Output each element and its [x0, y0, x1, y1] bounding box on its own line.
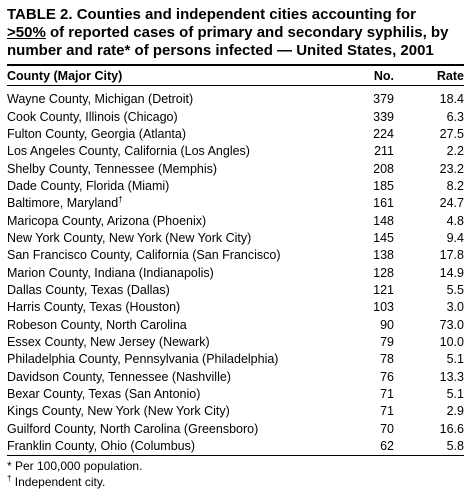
county-name: Kings County, New York (New York City)	[7, 404, 230, 419]
table-row	[7, 316, 464, 333]
county-name: Baltimore, Maryland	[7, 196, 119, 211]
rate-cell: 5.8	[446, 439, 464, 454]
rate-cell: 3.0	[446, 300, 464, 315]
county-name: Philadelphia County, Pennsylvania (Philadelphia)	[7, 352, 279, 367]
dagger-mark: †	[7, 474, 12, 484]
count-cell: 211	[374, 144, 394, 159]
county-cell	[7, 316, 334, 333]
count-cell: 76	[380, 369, 394, 384]
county-cell	[7, 282, 334, 299]
header-no: No.	[373, 68, 394, 83]
county-cell	[7, 108, 334, 125]
count-cell: 79	[380, 334, 394, 349]
county-cell	[7, 421, 334, 438]
county-cell	[7, 143, 334, 160]
count-cell: 78	[380, 352, 394, 367]
county-cell	[7, 403, 334, 420]
county-name: New York County, New York (New York City)	[7, 230, 252, 245]
footnotes	[7, 458, 464, 490]
count-cell: 339	[373, 109, 394, 124]
table-row	[7, 91, 464, 108]
rate-cell: 23.2	[439, 161, 464, 176]
rate-cell: 13.3	[439, 369, 464, 384]
county-name: Guilford County, North Carolina (Greensboro)	[7, 421, 259, 436]
county-name: Davidson County, Tennessee (Nashville)	[7, 369, 231, 384]
county-name: Los Angeles County, California (Los Angles)	[7, 144, 250, 159]
rate-cell: 14.9	[439, 265, 464, 280]
table-row	[7, 334, 464, 351]
count-cell: 90	[380, 317, 394, 332]
count-cell: 148	[373, 213, 394, 228]
county-cell	[7, 195, 334, 212]
county-name: Robeson County, North Carolina	[7, 317, 187, 332]
count-cell: 121	[373, 282, 394, 297]
county-name: Marion County, Indiana (Indianapolis)	[7, 265, 214, 280]
county-name: Franklin County, Ohio (Columbus)	[7, 439, 196, 454]
county-cell	[7, 212, 334, 229]
county-cell	[7, 247, 334, 264]
county-name: Maricopa County, Arizona (Phoenix)	[7, 213, 207, 228]
title-line-1: TABLE 2. Counties and independent cities accounting for	[7, 6, 416, 23]
county-name: Wayne County, Michigan (Detroit)	[7, 92, 194, 107]
count-cell: 103	[373, 300, 394, 315]
county-cell	[7, 264, 334, 281]
table-row	[7, 369, 464, 386]
county-name: Essex County, New Jersey (Newark)	[7, 334, 210, 349]
table-row	[7, 282, 464, 299]
data-table	[7, 66, 464, 455]
table-row	[7, 108, 464, 125]
rate-cell: 5.1	[446, 352, 464, 367]
table-row	[7, 212, 464, 229]
rate-cell: 5.1	[446, 387, 464, 402]
table-row	[7, 247, 464, 264]
table-row	[7, 421, 464, 438]
county-cell	[7, 334, 334, 351]
rate-cell: 18.4	[439, 92, 464, 107]
table-row	[7, 160, 464, 177]
county-cell	[7, 230, 334, 247]
count-cell: 71	[380, 387, 394, 402]
header-county: County (Major City)	[7, 68, 123, 83]
county-cell	[7, 386, 334, 403]
table-row	[7, 403, 464, 420]
title-line-2: of reported cases of primary and secondary syphilis, by	[45, 24, 449, 41]
county-cell	[7, 160, 334, 177]
count-cell: 62	[380, 439, 394, 454]
county-cell	[7, 126, 334, 143]
rate-cell: 10.0	[439, 334, 464, 349]
county-name: Shelby County, Tennessee (Memphis)	[7, 161, 218, 176]
county-name: San Francisco County, California (San Francisco)	[7, 248, 281, 263]
rate-cell: 2.9	[446, 404, 464, 419]
table-row	[7, 178, 464, 195]
county-name: Fulton County, Georgia (Atlanta)	[7, 126, 187, 141]
rate-cell: 73.0	[439, 317, 464, 332]
table-row	[7, 386, 464, 403]
rate-cell: 24.7	[439, 196, 464, 211]
county-name: Cook County, Illinois (Chicago)	[7, 109, 178, 124]
footnote-independent-city-text: Independent city.	[11, 475, 106, 490]
county-name: Dallas County, Texas (Dallas)	[7, 282, 170, 297]
rate-cell: 5.5	[446, 282, 464, 297]
rate-cell: 27.5	[439, 126, 464, 141]
table-row	[7, 143, 464, 160]
header-rate: Rate	[436, 68, 464, 83]
table-body	[7, 86, 464, 455]
county-cell	[7, 178, 334, 195]
rate-cell: 4.8	[446, 213, 464, 228]
county-cell	[7, 369, 334, 386]
count-cell: 70	[380, 421, 394, 436]
dagger-mark: †	[118, 195, 123, 205]
rate-cell: 6.3	[446, 109, 464, 124]
count-cell: 379	[373, 92, 394, 107]
count-cell: 185	[373, 178, 394, 193]
footnote-independent-city	[7, 474, 464, 490]
county-cell	[7, 438, 334, 455]
county-cell	[7, 91, 334, 108]
bottom-rule	[7, 455, 464, 456]
title-line-3: number and rate* of persons infected — United States, 2001	[7, 42, 434, 59]
table-row	[7, 351, 464, 368]
count-cell: 138	[373, 248, 394, 263]
table-title	[7, 6, 464, 60]
count-cell: 145	[373, 230, 394, 245]
footnote-per-100000: * Per 100,000 population.	[7, 459, 143, 474]
table-row	[7, 230, 464, 247]
table-row	[7, 438, 464, 455]
table-row	[7, 264, 464, 281]
header-row	[7, 66, 464, 85]
count-cell: 128	[373, 265, 394, 280]
county-name: Bexar County, Texas (San Antonio)	[7, 387, 201, 402]
count-cell: 224	[373, 126, 394, 141]
table-row	[7, 299, 464, 316]
title-ge-symbol: >50%	[7, 24, 46, 41]
rate-cell: 9.4	[446, 230, 464, 245]
table-row	[7, 195, 464, 212]
count-cell: 71	[380, 404, 394, 419]
rate-cell: 2.2	[446, 144, 464, 159]
county-name: Dade County, Florida (Miami)	[7, 178, 170, 193]
rate-cell: 16.6	[439, 421, 464, 436]
county-name: Harris County, Texas (Houston)	[7, 300, 181, 315]
county-cell	[7, 299, 334, 316]
rate-cell: 17.8	[439, 248, 464, 263]
count-cell: 161	[373, 196, 394, 211]
table-row	[7, 126, 464, 143]
count-cell: 208	[373, 161, 394, 176]
rate-cell: 8.2	[446, 178, 464, 193]
county-cell	[7, 351, 334, 368]
